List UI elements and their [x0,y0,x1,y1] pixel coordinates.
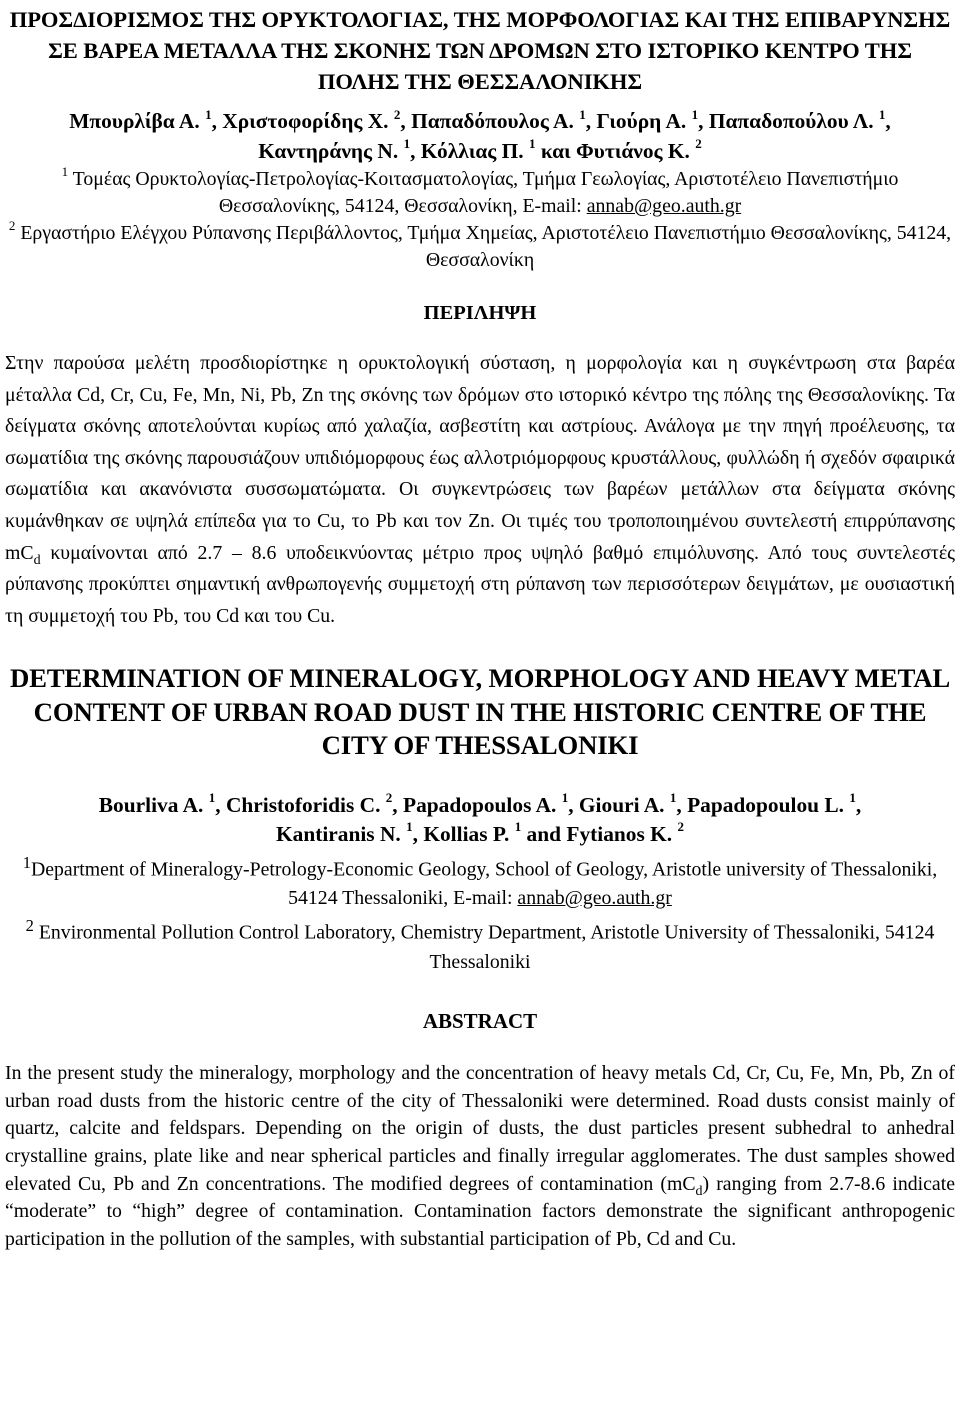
author: Κόλλιας Π. $^1$ και [420,136,577,163]
email-link[interactable]: annab@geo.auth.gr [517,886,672,909]
author: Καντηράνης Ν. $^1$, [258,136,421,163]
author: Christoforidis C. $^2$, [225,790,403,817]
author: Fytianos K. $^2$ [566,819,685,846]
author: Papadopoulou L. $^1$, [687,790,862,817]
author: Γιούρη Α. $^1$, [596,106,709,133]
author: Bourliva A. $^1$, [98,790,226,817]
english-affiliation-2: $^2$ Environmental Pollution Control Laboratory, Chemistry Department, Aristotle University of Thessaloniki, 54124 Thessaloniki [25,916,935,973]
english-authors [5,791,955,849]
paper-page [5,0,955,1253]
author: Μπουρλίβα Α. $^1$, [69,106,223,133]
greek-title: ΠΡΟΣΔΙΟΡΙΣΜΟΣ ΤΗΣ ΟΡΥΚΤΟΛΟΓΙΑΣ, ΤΗΣ ΜΟΡΦΟΛΟΓΙΑΣ ΚΑΙ ΤΗΣ ΕΠΙΒΑΡΥΝΣΗΣ ΣΕ ΒΑΡΕΑ ΜΕΤΑΛΛΑ ΤΗΣ ΣΚΟΝΗΣ ΤΩΝ ΔΡΟΜΩΝ ΣΤΟ ΙΣΤΟΡΙΚΟ ΚΕΝΤΡΟ ΤΗΣ ΠΟΛΗΣ ΤΗΣ ΘΕΣΣΑΛΟΝΙΚΗΣ [9,7,951,94]
author: Kollias P. $^1$ and [423,819,567,846]
greek-affiliation-2: $^2$ Εργαστήριο Ελέγχου Ρύπανσης Περιβάλλοντος, Τμήμα Χημείας, Αριστοτέλειο Πανεπιστήμιο Θεσσαλονίκης, 54124, Θεσσαλονίκη [8,218,952,271]
greek-affiliation-1: $^1$ Τομέας Ορυκτολογίας-Πετρολογίας-Κοιτασματολογίας, Τμήμα Γεωλογίας, Αριστοτέλειο Πανεπιστήμιο Θεσσαλονίκης, 54124, Θεσσαλονίκη, E-mail: annab@geo.auth.gr [61,164,899,217]
author: Giouri A. $^1$, [578,790,688,817]
author: Kantiranis N. $^1$, [275,819,424,846]
greek-authors [5,107,955,166]
english-abstract-heading: ABSTRACT [422,1009,538,1034]
english-abstract: In the present study the mineralogy, morphology and the concentration of heavy metals Cd, Cr, Cu, Fe, Mn, Pb, Zn of urban road dusts from the historic centre of the city of Thessaloniki were determined. Road dusts consist mainly of quartz, calcite and feldspars. Depending on the origin of dusts, the dust particles present subhedral to anhedral crystalline grains, plate like and near spherical particles and finally irregular agglomerates. The dust samples showed elevated Cu, Pb and Zn concentrations. The modified degrees of contamination $(mC_d)$ ranging from 2.7-8.6 indicate “moderate” to “high” degree of contamination. Contamination factors demonstrate the significant anthropogenic participation in the pollution of the samples, with substantial participation of Pb, Cd and Cu. [5,1062,955,1250]
english-title: DETERMINATION OF MINERALOGY, MORPHOLOGY AND HEAVY METAL CONTENT OF URBAN ROAD DUST IN THE HISTORIC CENTRE OF THE CITY OF THESSALONIKI [9,663,951,761]
author: Χριστοφορίδης Χ. $^2$, [222,106,412,133]
author: Παπαδόπουλος Α. $^1$, [411,106,597,133]
email-link[interactable]: annab@geo.auth.gr [586,195,742,217]
author: Papadopoulos A. $^1$, [403,790,579,817]
greek-abstract-heading: ΠΕΡΙΛΗΨΗ [423,302,537,324]
english-affiliation-1: $^1$Department of Mineralogy-Petrology-Economic Geology, School of Geology, Aristotle university of Thessaloniki, 54124 Thessaloniki, E-mail: annab@geo.auth.gr [22,852,938,909]
author: Φυτιάνος Κ. $^2$ [576,136,702,163]
greek-abstract: Στην παρούσα μελέτη προσδιορίστηκε η ορυκτολογική σύσταση, η μορφολογία και η συγκέντρωση στα βαρέα μέταλλα Cd, Cr, Cu, Fe, Mn, Ni, Pb, Zn της σκόνης των δρόμων στο ιστορικό κέντρο της πόλης της Θεσσαλονίκης. Τα δείγματα σκόνης αποτελούνται κυρίως από χαλαζία, ασβεστίτη και αστρίους. Ανάλογα με την πηγή προέλευσης, τα σωματίδια της σκόνης παρουσιάζουν υπιδιόμορφους έως αλλοτριόμορφους κρυστάλλους, φυλλώδη ή σχεδόν σφαιρικά σωματίδια και ακανόνιστα συσσωματώματα. Οι συγκεντρώσεις των βαρέων μετάλλων στα δείγματα σκόνης κυμάνθηκαν σε υψηλά επίπεδα για το Cu, το Pb και τον Zn. Οι τιμές του τροποποιημένου συντελεστή επιρρύπανσης $mC_d$ κυμαίνονται από 2.7 – 8.6 υποδεικνύοντας μέτριο προς υψηλό βαθμό επιμόλυνσης. Από τους συντελεστές ρύπανσης προκύπτει σημαντική ανθρωπογενής συμμετοχή στη ρύπανση των περισσότερων δειγμάτων, με ουσιαστική τη συμμετοχή του Pb, του Cd και του Cu. [5,352,955,627]
author: Παπαδοπούλου Λ. $^1$, [708,106,891,133]
